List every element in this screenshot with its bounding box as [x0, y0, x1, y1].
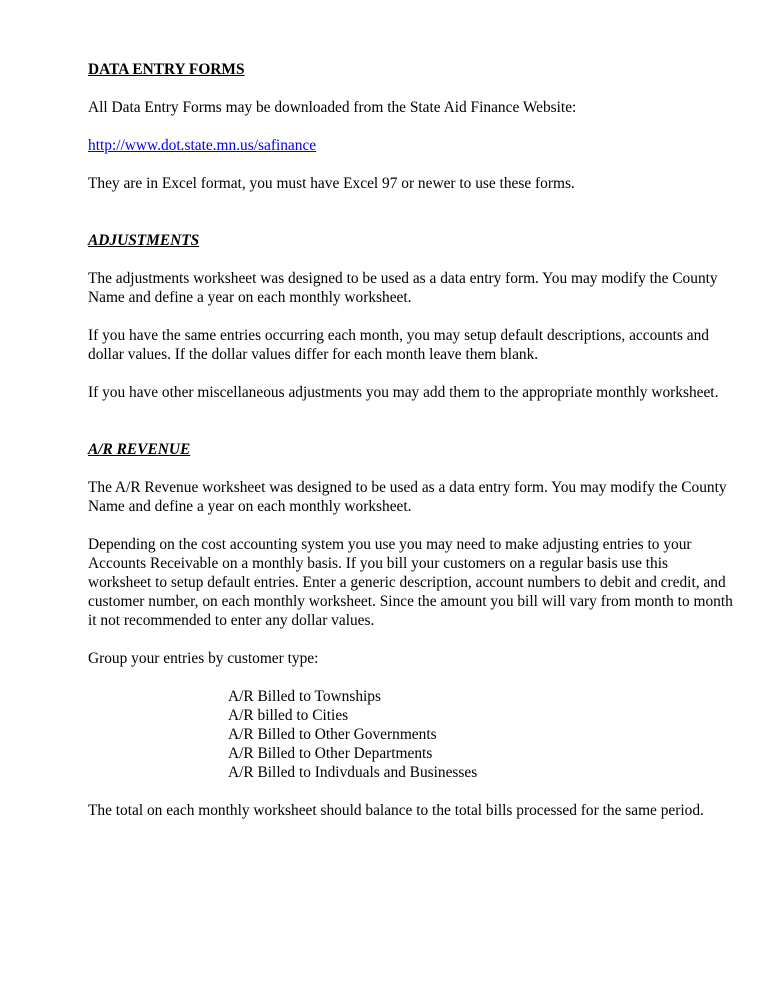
link-line: [88, 136, 733, 155]
closing-text: The total on each monthly worksheet should balance to the total bills processed for the same period.: [88, 802, 704, 819]
ar-revenue-heading: A/R REVENUE: [88, 441, 191, 458]
adjustments-heading: ADJUSTMENTS: [88, 232, 200, 249]
list-item: A/R Billed to Other Governments: [228, 726, 437, 743]
customer-type-list: [88, 687, 733, 782]
ar-revenue-paragraph-1: The A/R Revenue worksheet was designed to be used as a data entry form. You may modify the County Name and define a year on each monthly worksheet.: [88, 479, 727, 515]
adjustments-paragraph-3: If you have other miscellaneous adjustments you may add them to the appropriate monthly worksheet.: [88, 384, 719, 401]
format-note: They are in Excel format, you must have Excel 97 or newer to use these forms.: [88, 175, 575, 192]
ar-revenue-paragraph-2: Depending on the cost accounting system you use you may need to make adjusting entries to your Accounts Receivable on a monthly basis. If you bill your customers on a regular basis use this worksheet to setup default entries. Enter a generic description, account numbers to debit and credit, and customer number, on each monthly worksheet. Since the amount you bill will vary from month to month it not recommended to enter any dollar values.: [88, 536, 733, 629]
page-title: DATA ENTRY FORMS: [88, 61, 245, 78]
intro-text: All Data Entry Forms may be downloaded from the State Aid Finance Website:: [88, 99, 577, 116]
list-item: A/R Billed to Townships: [228, 688, 381, 705]
list-item: A/R Billed to Indivduals and Businesses: [228, 764, 478, 781]
safinance-link[interactable]: http://www.dot.state.mn.us/safinance: [88, 137, 317, 154]
group-intro: Group your entries by customer type:: [88, 650, 319, 667]
spacer: [88, 212, 733, 231]
document-page: [88, 60, 733, 839]
adjustments-paragraph-2: If you have the same entries occurring each month, you may setup default descriptions, accounts and dollar values. If the dollar values differ for each month leave them blank.: [88, 327, 709, 363]
list-item: A/R billed to Cities: [228, 707, 349, 724]
list-item: A/R Billed to Other Departments: [228, 745, 433, 762]
spacer: [88, 421, 733, 440]
adjustments-paragraph-1: The adjustments worksheet was designed to be used as a data entry form. You may modify the County Name and define a year on each monthly worksheet.: [88, 270, 718, 306]
